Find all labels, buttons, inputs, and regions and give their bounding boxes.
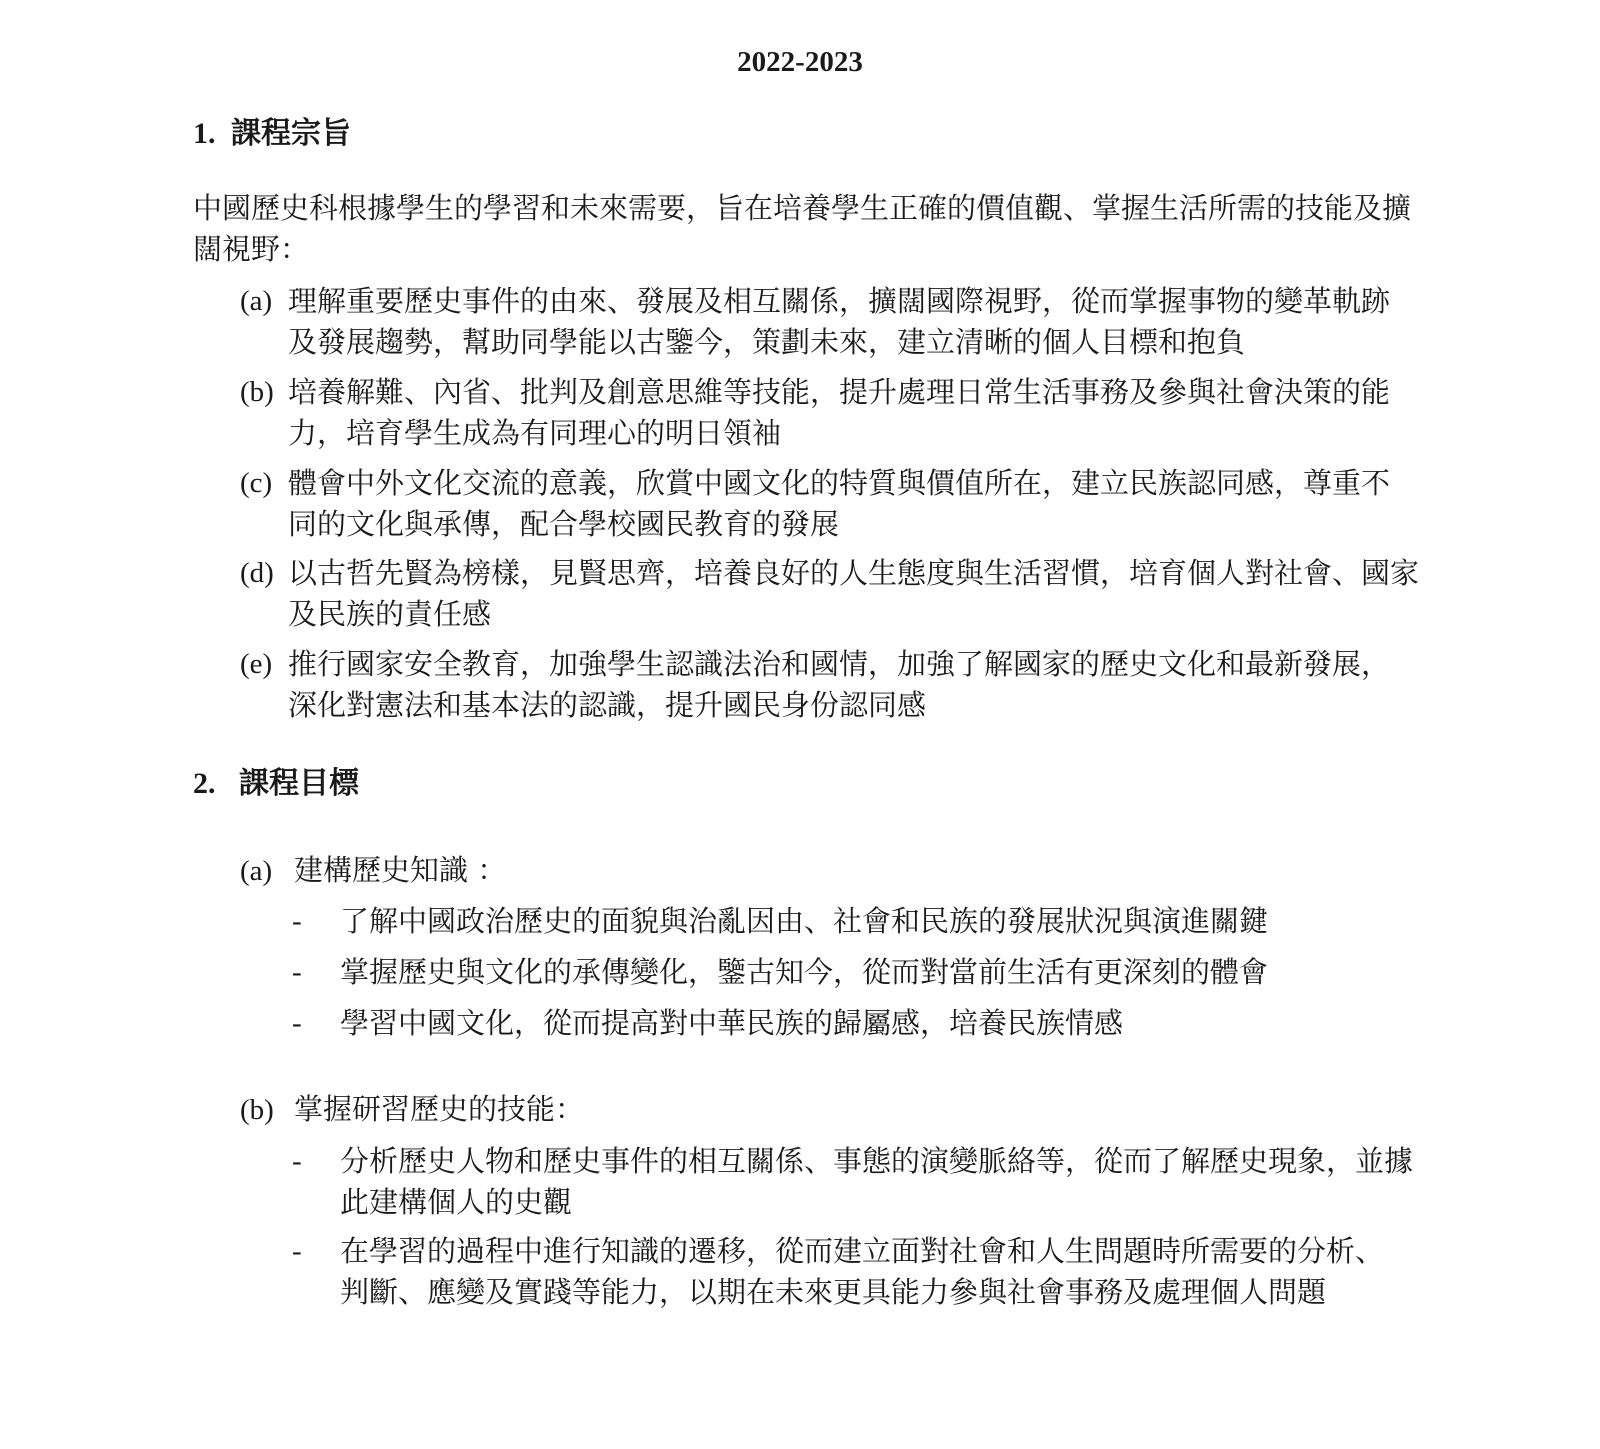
- bullet-dash: -: [292, 956, 302, 988]
- aim-item-text: 體會中外文化交流的意義，欣賞中國文化的特質與價值所在，建立民族認同感，尊重不同的文化與承傳，配合學校國民教育的發展: [288, 466, 1391, 541]
- bullet-text: 在學習的過程中進行知識的遷移，從而建立面對社會和人生問題時所需要的分析、判斷、應變及實踐等能力，以期在未來更具能力參與社會事務及處理個人問題: [340, 1234, 1385, 1309]
- aim-item-label: (a): [240, 285, 273, 317]
- objective-group-title: 建構歷史知識 ：: [294, 853, 507, 887]
- aim-item-text: 培養解難、內省、批判及創意思維等技能，提升處理日常生活事務及參與社會決策的能力，培育學生成為有同理心的明日領袖: [288, 375, 1391, 450]
- aim-item-label: (d): [240, 557, 274, 589]
- section-2-title: 課程目標: [239, 766, 359, 801]
- bullet-dash: -: [292, 905, 302, 937]
- section-1-title: 課程宗旨: [231, 116, 351, 151]
- aim-item-text: 推行國家安全教育，加強學生認識法治和國情，加強了解國家的歷史文化和最新發展，深化對憲法和基本法的認識，提升國民身份認同感: [288, 647, 1391, 722]
- objective-group-a-heading: [240, 850, 506, 892]
- section-1-number: 1.: [193, 117, 216, 150]
- objective-group-label: (a): [240, 855, 273, 887]
- section-1-intro: 中國歷史科根據學生的學習和未來需要，旨在培養學生正確的價值觀、掌握生活所需的技能及擴闊視野：: [193, 191, 1412, 266]
- bullet-dash: -: [292, 1235, 302, 1267]
- aim-item-text: 理解重要歷史事件的由來、發展及相互關係，擴闊國際視野，從而掌握事物的變革軌跡及發展趨勢，幫助同學能以古鑒今，策劃未來，建立清晰的個人目標和抱負: [288, 284, 1391, 359]
- document-year-heading: 2022-2023: [737, 46, 863, 78]
- bullet-text: 學習中國文化，從而提高對中華民族的歸屬感，培養民族情感: [340, 1006, 1124, 1040]
- bullet-text: 分析歷史人物和歷史事件的相互關係、事態的演變脈絡等，從而了解歷史現象，並據此建構個人的史觀: [340, 1144, 1414, 1219]
- objective-group-label: (b): [240, 1094, 274, 1126]
- aim-item-text: 以古哲先賢為榜樣，見賢思齊，培養良好的人生態度與生活習慣，培育個人對社會、國家及民族的責任感: [288, 556, 1420, 631]
- section-2-number: 2.: [193, 767, 216, 800]
- aim-item-label: (c): [240, 467, 273, 499]
- aim-item-label: (b): [240, 376, 274, 408]
- bullet-dash: -: [292, 1007, 302, 1039]
- section-2-heading: [193, 764, 359, 804]
- section-1-heading: [193, 114, 351, 154]
- objective-group-title: 掌握研習歷史的技能：: [294, 1092, 585, 1126]
- objective-group-b-heading: [240, 1089, 584, 1131]
- bullet-dash: -: [292, 1145, 302, 1177]
- bullet-text: 掌握歷史與文化的承傳變化，鑒古知今，從而對當前生活有更深刻的體會: [340, 955, 1269, 989]
- bullet-text: 了解中國政治歷史的面貌與治亂因由、社會和民族的發展狀況與演進關鍵: [340, 904, 1269, 938]
- aim-item-label: (e): [240, 648, 273, 680]
